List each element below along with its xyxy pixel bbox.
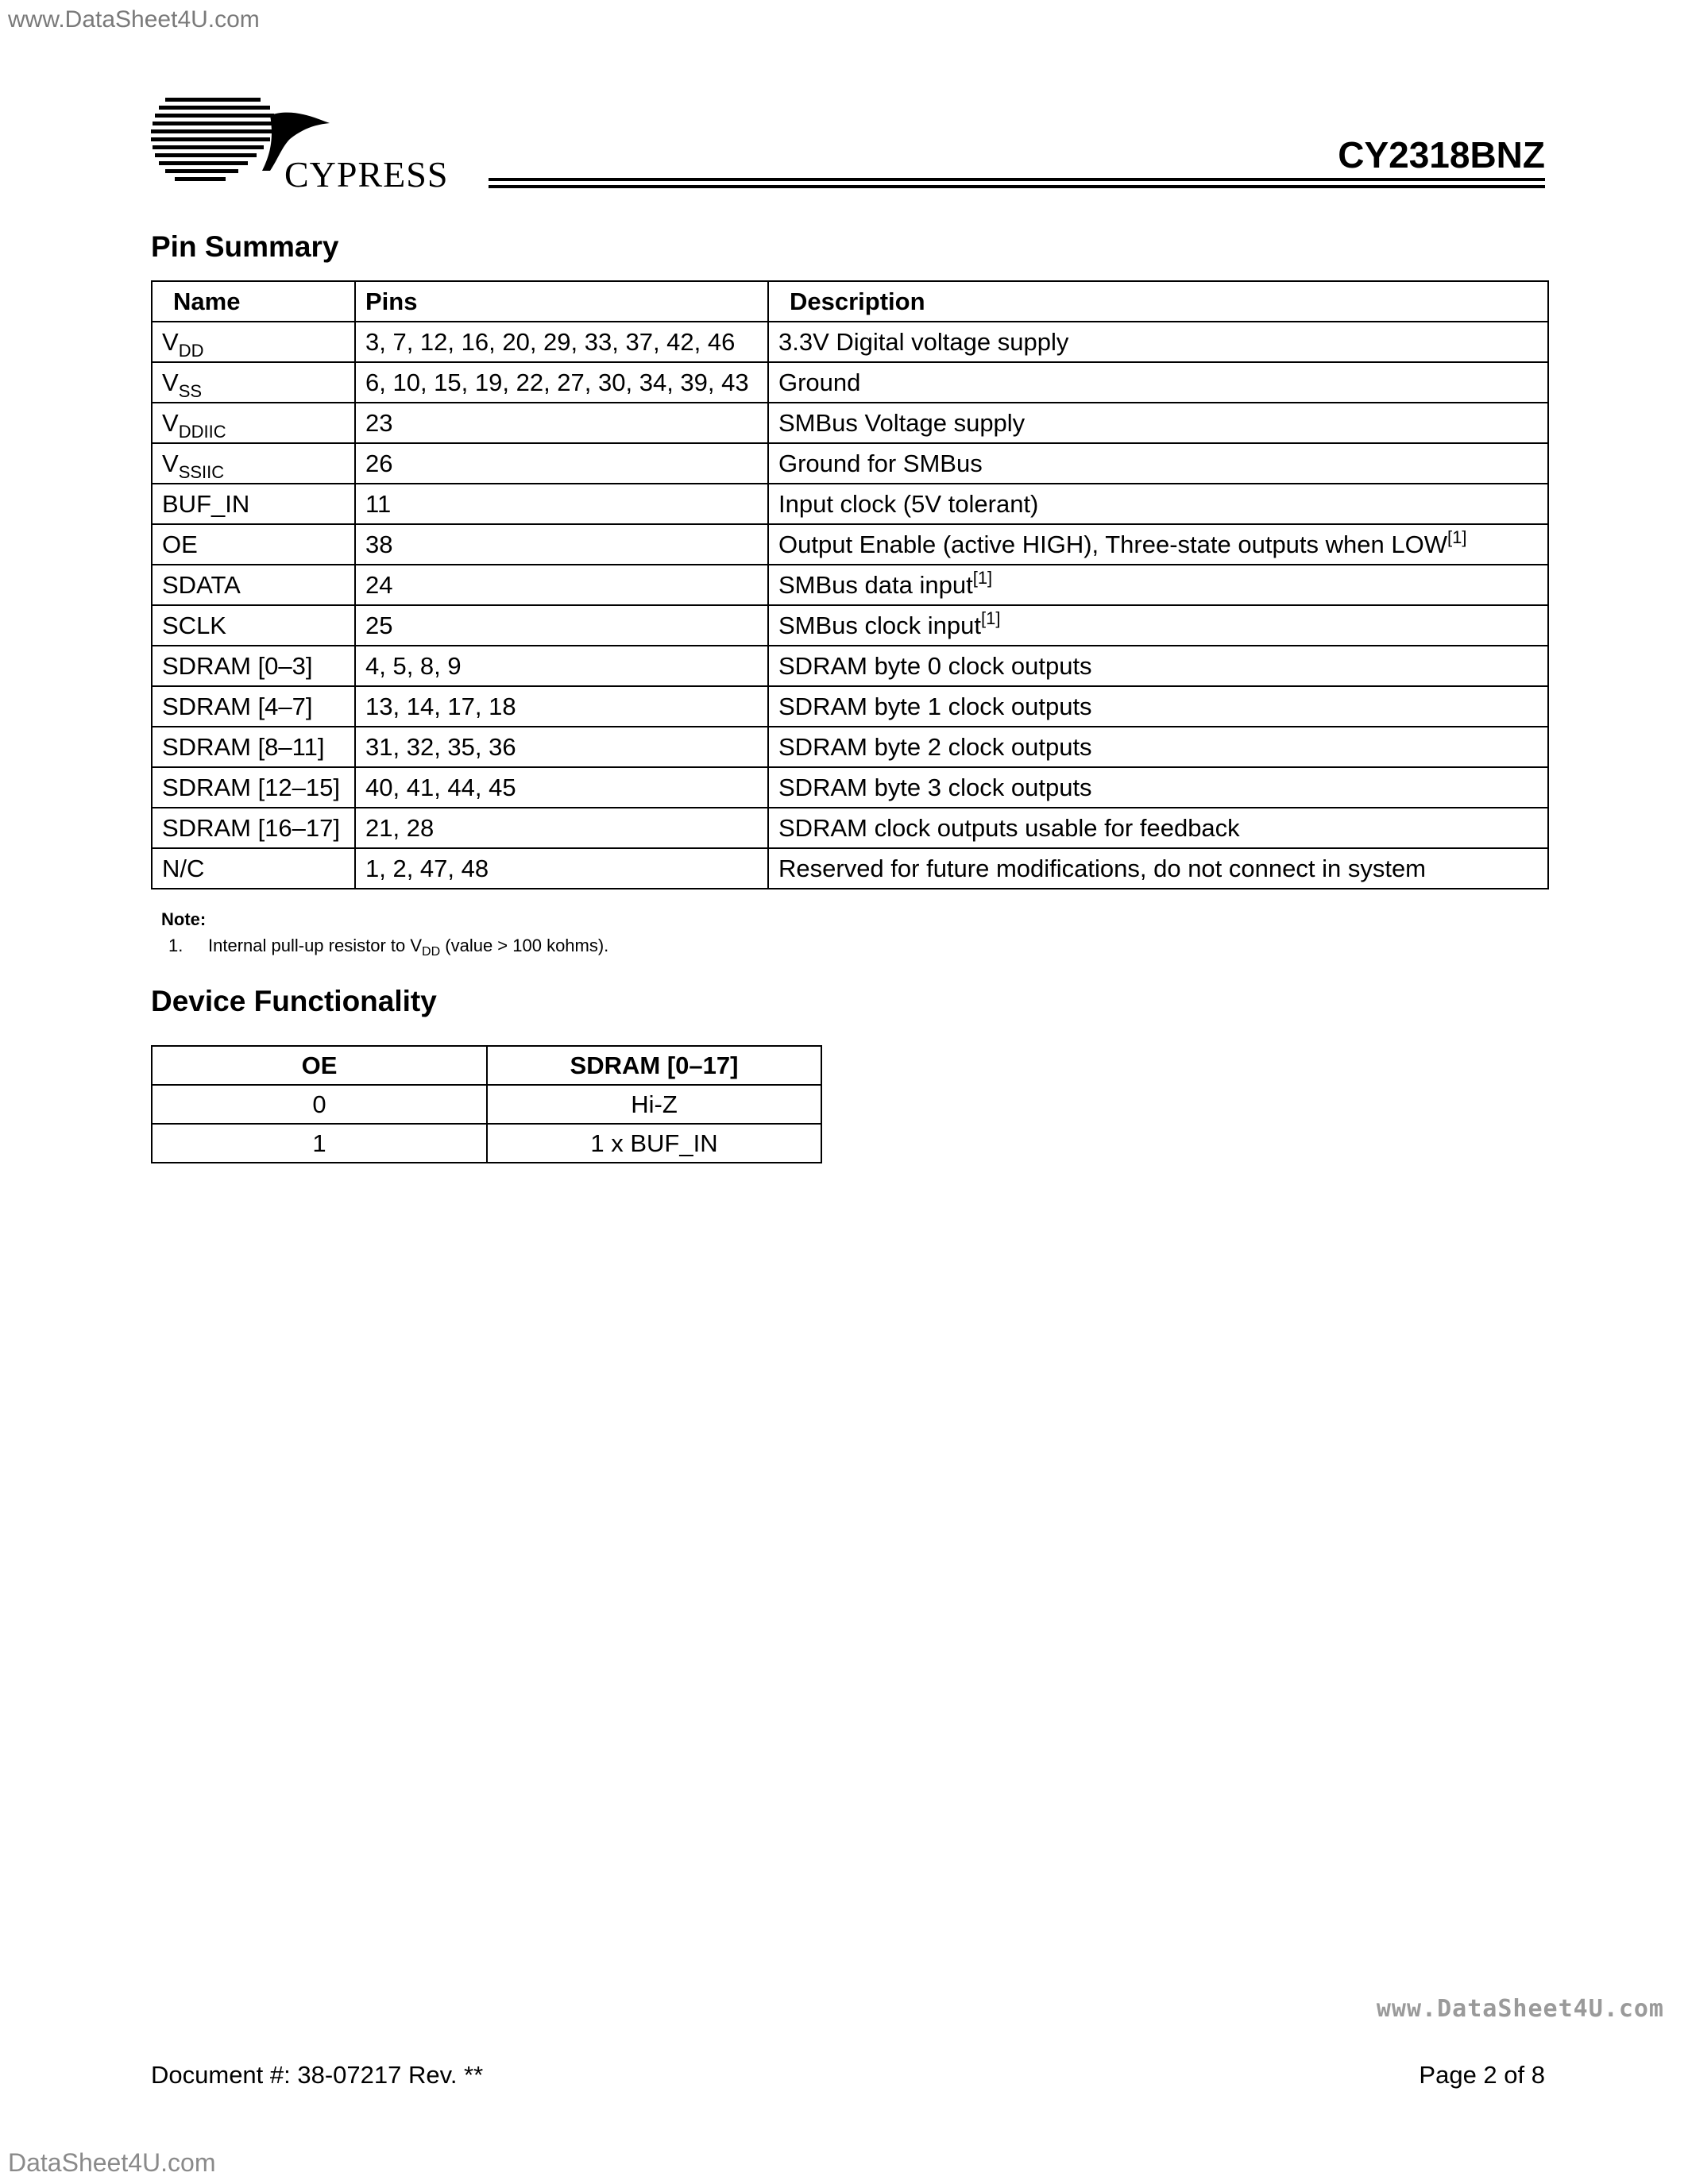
watermark-bottom: DataSheet4U.com bbox=[8, 2148, 216, 2177]
cypress-logo bbox=[151, 83, 500, 195]
table-row bbox=[152, 848, 1548, 889]
cell-pin-name bbox=[152, 605, 355, 646]
footnote-ref: [1] bbox=[972, 568, 993, 588]
note-text-after: (value > 100 kohms). bbox=[440, 936, 609, 955]
watermark-top: www.DataSheet4U.com bbox=[8, 6, 260, 33]
cell-description bbox=[768, 848, 1548, 889]
column-header-pins: Pins bbox=[355, 281, 768, 322]
device-functionality-table bbox=[151, 1045, 822, 1163]
description-text: Output Enable (active HIGH), Three-state outputs when LOW bbox=[778, 531, 1447, 558]
cell-oe: 1 bbox=[152, 1124, 487, 1163]
table-row bbox=[152, 686, 1548, 727]
footer-document-number: Document #: 38-07217 Rev. ** bbox=[151, 2061, 484, 2089]
cell-pins: 23 bbox=[355, 403, 768, 443]
footnote-ref: [1] bbox=[1447, 527, 1467, 547]
cell-description bbox=[768, 443, 1548, 484]
pin-name-text: SDRAM [12–15] bbox=[162, 774, 340, 801]
cell-pin-name bbox=[152, 646, 355, 686]
cell-pin-name bbox=[152, 686, 355, 727]
pin-name-text: SDATA bbox=[162, 571, 241, 599]
table-row bbox=[152, 484, 1548, 524]
description-text: Reserved for future modifications, do not connect in system bbox=[778, 855, 1427, 882]
cell-pins: 6, 10, 15, 19, 22, 27, 30, 34, 39, 43 bbox=[355, 362, 768, 403]
description-text: Input clock (5V tolerant) bbox=[778, 490, 1039, 518]
column-header-name: Name bbox=[152, 281, 355, 322]
cell-description bbox=[768, 565, 1548, 605]
pin-name-text: SDRAM [8–11] bbox=[162, 733, 325, 761]
table-header-row bbox=[152, 281, 1548, 322]
section-title-pin-summary: Pin Summary bbox=[151, 230, 339, 263]
pin-name-text: V bbox=[162, 450, 179, 477]
note-text-before: Internal pull-up resistor to V bbox=[208, 936, 423, 955]
pin-summary-table bbox=[151, 280, 1549, 889]
pin-name-text: BUF_IN bbox=[162, 490, 250, 518]
pin-name-subscript: SS bbox=[178, 381, 203, 401]
cell-pins: 38 bbox=[355, 524, 768, 565]
cell-pin-name bbox=[152, 524, 355, 565]
table-row bbox=[152, 767, 1548, 808]
description-text: SMBus Voltage supply bbox=[778, 409, 1026, 437]
cell-description bbox=[768, 686, 1548, 727]
pin-name-subscript: SSIIC bbox=[178, 462, 225, 482]
table-row bbox=[152, 1124, 821, 1163]
cell-pins: 25 bbox=[355, 605, 768, 646]
cell-description bbox=[768, 605, 1548, 646]
pin-name-text: SDRAM [0–3] bbox=[162, 652, 313, 680]
description-text: SDRAM byte 2 clock outputs bbox=[778, 733, 1092, 761]
cell-pin-name bbox=[152, 727, 355, 767]
table-row bbox=[152, 605, 1548, 646]
cell-pin-name bbox=[152, 808, 355, 848]
description-text: Ground for SMBus bbox=[778, 450, 983, 477]
watermark-right: www.DataSheet4U.com bbox=[1376, 1995, 1664, 2023]
cell-pin-name bbox=[152, 443, 355, 484]
cell-pin-name bbox=[152, 362, 355, 403]
pin-name-text: SDRAM [16–17] bbox=[162, 814, 340, 842]
table-row bbox=[152, 443, 1548, 484]
description-text: SMBus clock input bbox=[778, 612, 981, 639]
description-text: SDRAM byte 1 clock outputs bbox=[778, 693, 1092, 720]
cell-pins: 21, 28 bbox=[355, 808, 768, 848]
cell-description bbox=[768, 484, 1548, 524]
cell-pins: 24 bbox=[355, 565, 768, 605]
cell-description bbox=[768, 727, 1548, 767]
footer-page-number: Page 2 of 8 bbox=[1419, 2061, 1545, 2089]
table-row bbox=[152, 808, 1548, 848]
cell-pin-name bbox=[152, 403, 355, 443]
cell-description bbox=[768, 767, 1548, 808]
cell-oe: 0 bbox=[152, 1085, 487, 1124]
pin-name-text: V bbox=[162, 369, 179, 396]
table-row bbox=[152, 646, 1548, 686]
cell-pins: 40, 41, 44, 45 bbox=[355, 767, 768, 808]
table-row bbox=[152, 727, 1548, 767]
cell-pins: 31, 32, 35, 36 bbox=[355, 727, 768, 767]
pin-name-text: N/C bbox=[162, 855, 205, 882]
cell-pins: 11 bbox=[355, 484, 768, 524]
note-text-sub: DD bbox=[422, 945, 441, 959]
note-text bbox=[168, 936, 609, 959]
cell-description bbox=[768, 646, 1548, 686]
note-label: Note: bbox=[161, 909, 207, 929]
table-row bbox=[152, 1085, 821, 1124]
footnote-ref: [1] bbox=[981, 608, 1001, 628]
column-header-sdram: SDRAM [0–17] bbox=[487, 1046, 821, 1085]
table-row bbox=[152, 565, 1548, 605]
pin-name-text: SCLK bbox=[162, 612, 226, 639]
cell-sdram: 1 x BUF_IN bbox=[487, 1124, 821, 1163]
pin-name-text: V bbox=[162, 409, 179, 437]
cell-pin-name bbox=[152, 767, 355, 808]
table-row bbox=[152, 362, 1548, 403]
cell-description bbox=[768, 403, 1548, 443]
description-text: SDRAM byte 0 clock outputs bbox=[778, 652, 1092, 680]
pin-name-subscript: DDIIC bbox=[178, 422, 226, 442]
brand-name: CYPRESS bbox=[284, 154, 449, 195]
table-row bbox=[152, 322, 1548, 362]
cell-description bbox=[768, 808, 1548, 848]
cell-pin-name bbox=[152, 484, 355, 524]
column-header-oe: OE bbox=[152, 1046, 487, 1085]
description-text: SDRAM byte 3 clock outputs bbox=[778, 774, 1092, 801]
cell-pin-name bbox=[152, 322, 355, 362]
pin-name-text: V bbox=[162, 328, 179, 356]
header-rule bbox=[489, 178, 1545, 181]
description-text: SMBus data input bbox=[778, 571, 973, 599]
part-number: CY2318BNZ bbox=[1338, 134, 1545, 176]
header-rule bbox=[489, 185, 1545, 188]
description-text: SDRAM clock outputs usable for feedback bbox=[778, 814, 1240, 842]
note-number: 1. bbox=[168, 936, 183, 955]
cell-pins: 1, 2, 47, 48 bbox=[355, 848, 768, 889]
pin-name-subscript: DD bbox=[178, 341, 204, 361]
cell-pin-name bbox=[152, 848, 355, 889]
table-row bbox=[152, 403, 1548, 443]
cell-pins: 13, 14, 17, 18 bbox=[355, 686, 768, 727]
table-row bbox=[152, 524, 1548, 565]
table-header-row bbox=[152, 1046, 821, 1085]
pin-name-text: SDRAM [4–7] bbox=[162, 693, 313, 720]
cell-pins: 3, 7, 12, 16, 20, 29, 33, 37, 42, 46 bbox=[355, 322, 768, 362]
section-title-device-functionality: Device Functionality bbox=[151, 985, 437, 1017]
cell-pin-name bbox=[152, 565, 355, 605]
pin-name-text: OE bbox=[162, 531, 198, 558]
cell-description bbox=[768, 322, 1548, 362]
cell-pins: 26 bbox=[355, 443, 768, 484]
description-text: 3.3V Digital voltage supply bbox=[778, 328, 1069, 356]
cell-description bbox=[768, 362, 1548, 403]
cell-pins: 4, 5, 8, 9 bbox=[355, 646, 768, 686]
cell-sdram: Hi-Z bbox=[487, 1085, 821, 1124]
cell-description bbox=[768, 524, 1548, 565]
column-header-description: Description bbox=[768, 281, 1548, 322]
description-text: Ground bbox=[778, 369, 861, 396]
